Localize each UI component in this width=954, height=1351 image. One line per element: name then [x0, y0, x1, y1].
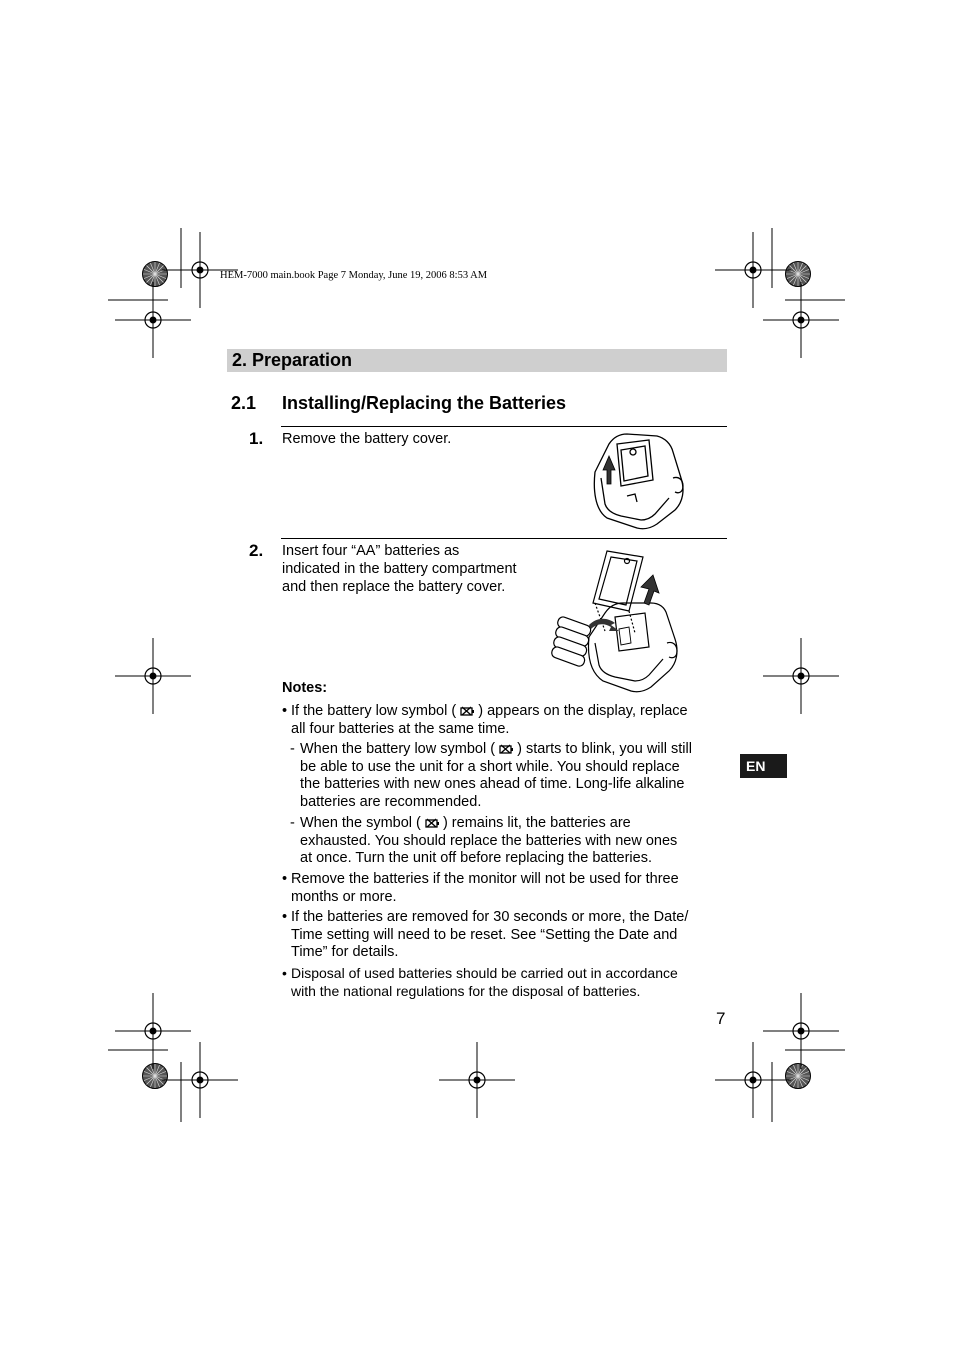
bullet: • [282, 871, 288, 887]
bullet: • [282, 909, 288, 925]
battery-low-icon [425, 818, 439, 828]
print-header: HEM-7000 main.book Page 7 Monday, June 19, 2006 8:53 AM [220, 270, 488, 281]
step-text: Insert four “AA” batteries as indicated in the battery compartment and then replace the battery cover. [282, 543, 517, 595]
language-tab-en: EN [740, 754, 787, 778]
insert-batteries-illustration [549, 547, 681, 695]
step-divider [281, 426, 727, 427]
note-item: • Disposal of used batteries should be carried out in accordance with the national regulations for the disposal of batteries. [282, 965, 678, 999]
note-item: • If the batteries are removed for 30 seconds or more, the Date/ Time setting will need to be reset. See “Setting the Date and Time” for details. [282, 909, 689, 961]
dash-marker: - [290, 741, 295, 757]
battery-low-icon [460, 706, 474, 716]
dash-marker: - [290, 815, 295, 831]
step-number: 1. [249, 429, 264, 448]
step-text: Remove the battery cover. [282, 431, 452, 447]
bullet: • [282, 965, 287, 981]
remove-cover-illustration [587, 430, 697, 532]
notes-heading: Notes: [282, 680, 328, 696]
sub-note-item: - When the battery low symbol ( ) starts to blink, you will still be able to use the unit for a short while. You should replace the batteries with new ones ahead of time. Long-life alkaline batteries are recommended. [290, 741, 692, 810]
step-number: 2. [249, 541, 264, 560]
subsection-number: 2.1 [231, 393, 257, 413]
section-title: 2. Preparation [232, 350, 353, 370]
subsection-title: Installing/Replacing the Batteries [282, 393, 567, 413]
note-item: • Remove the batteries if the monitor will not be used for three months or more. [282, 871, 679, 905]
battery-low-icon [499, 744, 513, 754]
page-number: 7 [716, 1009, 726, 1028]
note-item: • If the battery low symbol ( ) appears on the display, replace all four batteries at the same time. [282, 703, 688, 737]
sub-note-item: - When the symbol ( ) remains lit, the batteries are exhausted. You should replace the batteries with new ones at once. Turn the unit off before replacing the batteries. [290, 815, 678, 867]
bullet: • [282, 703, 288, 719]
step-divider [281, 538, 727, 539]
